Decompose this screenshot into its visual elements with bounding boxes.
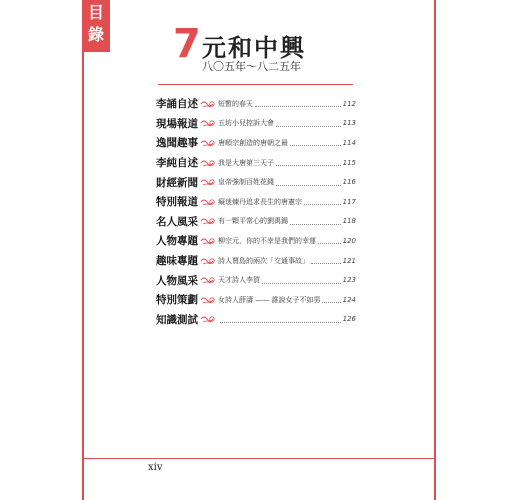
bottom-rule <box>82 458 436 459</box>
toc-list <box>156 94 356 329</box>
toc-page-number: 118 <box>342 217 356 226</box>
toc-entry[interactable] <box>156 231 356 251</box>
toc-entry[interactable] <box>156 153 356 173</box>
toc-entry[interactable] <box>156 133 356 153</box>
toc-page-number: 117 <box>342 197 356 206</box>
toc-leader-dots <box>276 159 341 166</box>
toc-title: 五坊小兒控訴大會 <box>218 119 274 128</box>
toc-entry[interactable] <box>156 94 356 114</box>
toc-tab-label: 目 錄 <box>87 3 104 44</box>
toc-page-number: 126 <box>342 315 356 324</box>
toc-category: 人物專題 <box>156 235 198 248</box>
swirl-icon <box>200 158 216 168</box>
toc-title: 柳宗元，你的不幸是我們的幸運 <box>218 236 316 245</box>
toc-page-number: 120 <box>342 236 356 245</box>
toc-title: 詩人賈島的兩次「交通事故」 <box>218 256 309 265</box>
toc-title: 癡迷煉丹追求長生的唐憲宗 <box>218 197 302 206</box>
toc-category: 名人風采 <box>156 215 198 228</box>
toc-category: 特別策劃 <box>156 294 198 307</box>
toc-entry[interactable] <box>156 114 356 134</box>
toc-title: 女詩人薛濤 —— 誰說女子不如男 <box>218 295 321 304</box>
page-number: xiv <box>148 462 163 473</box>
toc-leader-dots <box>311 257 341 264</box>
toc-page-number: 113 <box>342 119 356 128</box>
toc-entry[interactable] <box>156 172 356 192</box>
toc-category: 趣味專題 <box>156 255 198 268</box>
toc-leader-dots <box>318 237 341 244</box>
toc-page-number: 123 <box>342 276 356 285</box>
toc-category: 財經新聞 <box>156 176 198 189</box>
toc-page-number: 121 <box>342 256 356 265</box>
toc-entry[interactable] <box>156 251 356 271</box>
toc-leader-dots <box>220 316 341 323</box>
toc-leader-dots <box>276 179 341 186</box>
toc-title: 天才詩人李賀 <box>218 276 260 285</box>
toc-entry[interactable] <box>156 310 356 330</box>
toc-category: 人物風采 <box>156 274 198 287</box>
toc-category: 現場報道 <box>156 117 198 130</box>
toc-category: 李純自述 <box>156 157 198 170</box>
toc-category: 特別報道 <box>156 196 198 209</box>
toc-leader-dots <box>304 198 341 205</box>
title-divider <box>158 84 353 85</box>
toc-entry[interactable] <box>156 290 356 310</box>
swirl-icon <box>200 314 216 324</box>
toc-entry[interactable] <box>156 270 356 290</box>
toc-page-number: 112 <box>342 99 356 108</box>
swirl-icon <box>200 177 216 187</box>
toc-page-number: 114 <box>342 138 356 147</box>
toc-leader-dots <box>290 139 341 146</box>
toc-leader-dots <box>290 218 341 225</box>
swirl-icon <box>200 99 216 109</box>
toc-leader-dots <box>276 120 341 127</box>
toc-entry[interactable] <box>156 192 356 212</box>
toc-leader-dots <box>262 277 341 284</box>
chapter-number: 7 <box>173 21 201 67</box>
toc-leader-dots <box>255 100 341 107</box>
swirl-icon <box>200 197 216 207</box>
swirl-icon <box>200 138 216 148</box>
swirl-icon <box>200 216 216 226</box>
swirl-icon <box>200 275 216 285</box>
swirl-icon <box>200 118 216 128</box>
swirl-icon <box>200 236 216 246</box>
toc-title: 皇帝強制百姓花錢 <box>218 178 274 187</box>
toc-title: 唐順宗創造的唐朝之最 <box>218 138 288 147</box>
toc-entry[interactable] <box>156 212 356 232</box>
toc-page-number: 124 <box>342 295 356 304</box>
toc-title: 有一顆平常心的劉禹錫 <box>218 217 288 226</box>
swirl-icon <box>200 256 216 266</box>
toc-category: 知識測試 <box>156 313 198 326</box>
chapter-subtitle: 八〇五年～八二五年 <box>202 60 301 73</box>
toc-title: 我是大唐第三天子 <box>218 158 274 167</box>
toc-page-number: 116 <box>342 178 356 187</box>
toc-title: 短暫的春天 <box>218 99 253 108</box>
toc-category: 逸聞趣事 <box>156 137 198 150</box>
toc-leader-dots <box>322 296 340 303</box>
chapter-title: 元和中興 <box>202 34 306 62</box>
toc-page-number: 115 <box>342 158 356 167</box>
toc-category: 李誦自述 <box>156 98 198 111</box>
swirl-icon <box>200 295 216 305</box>
toc-tab <box>82 0 110 52</box>
